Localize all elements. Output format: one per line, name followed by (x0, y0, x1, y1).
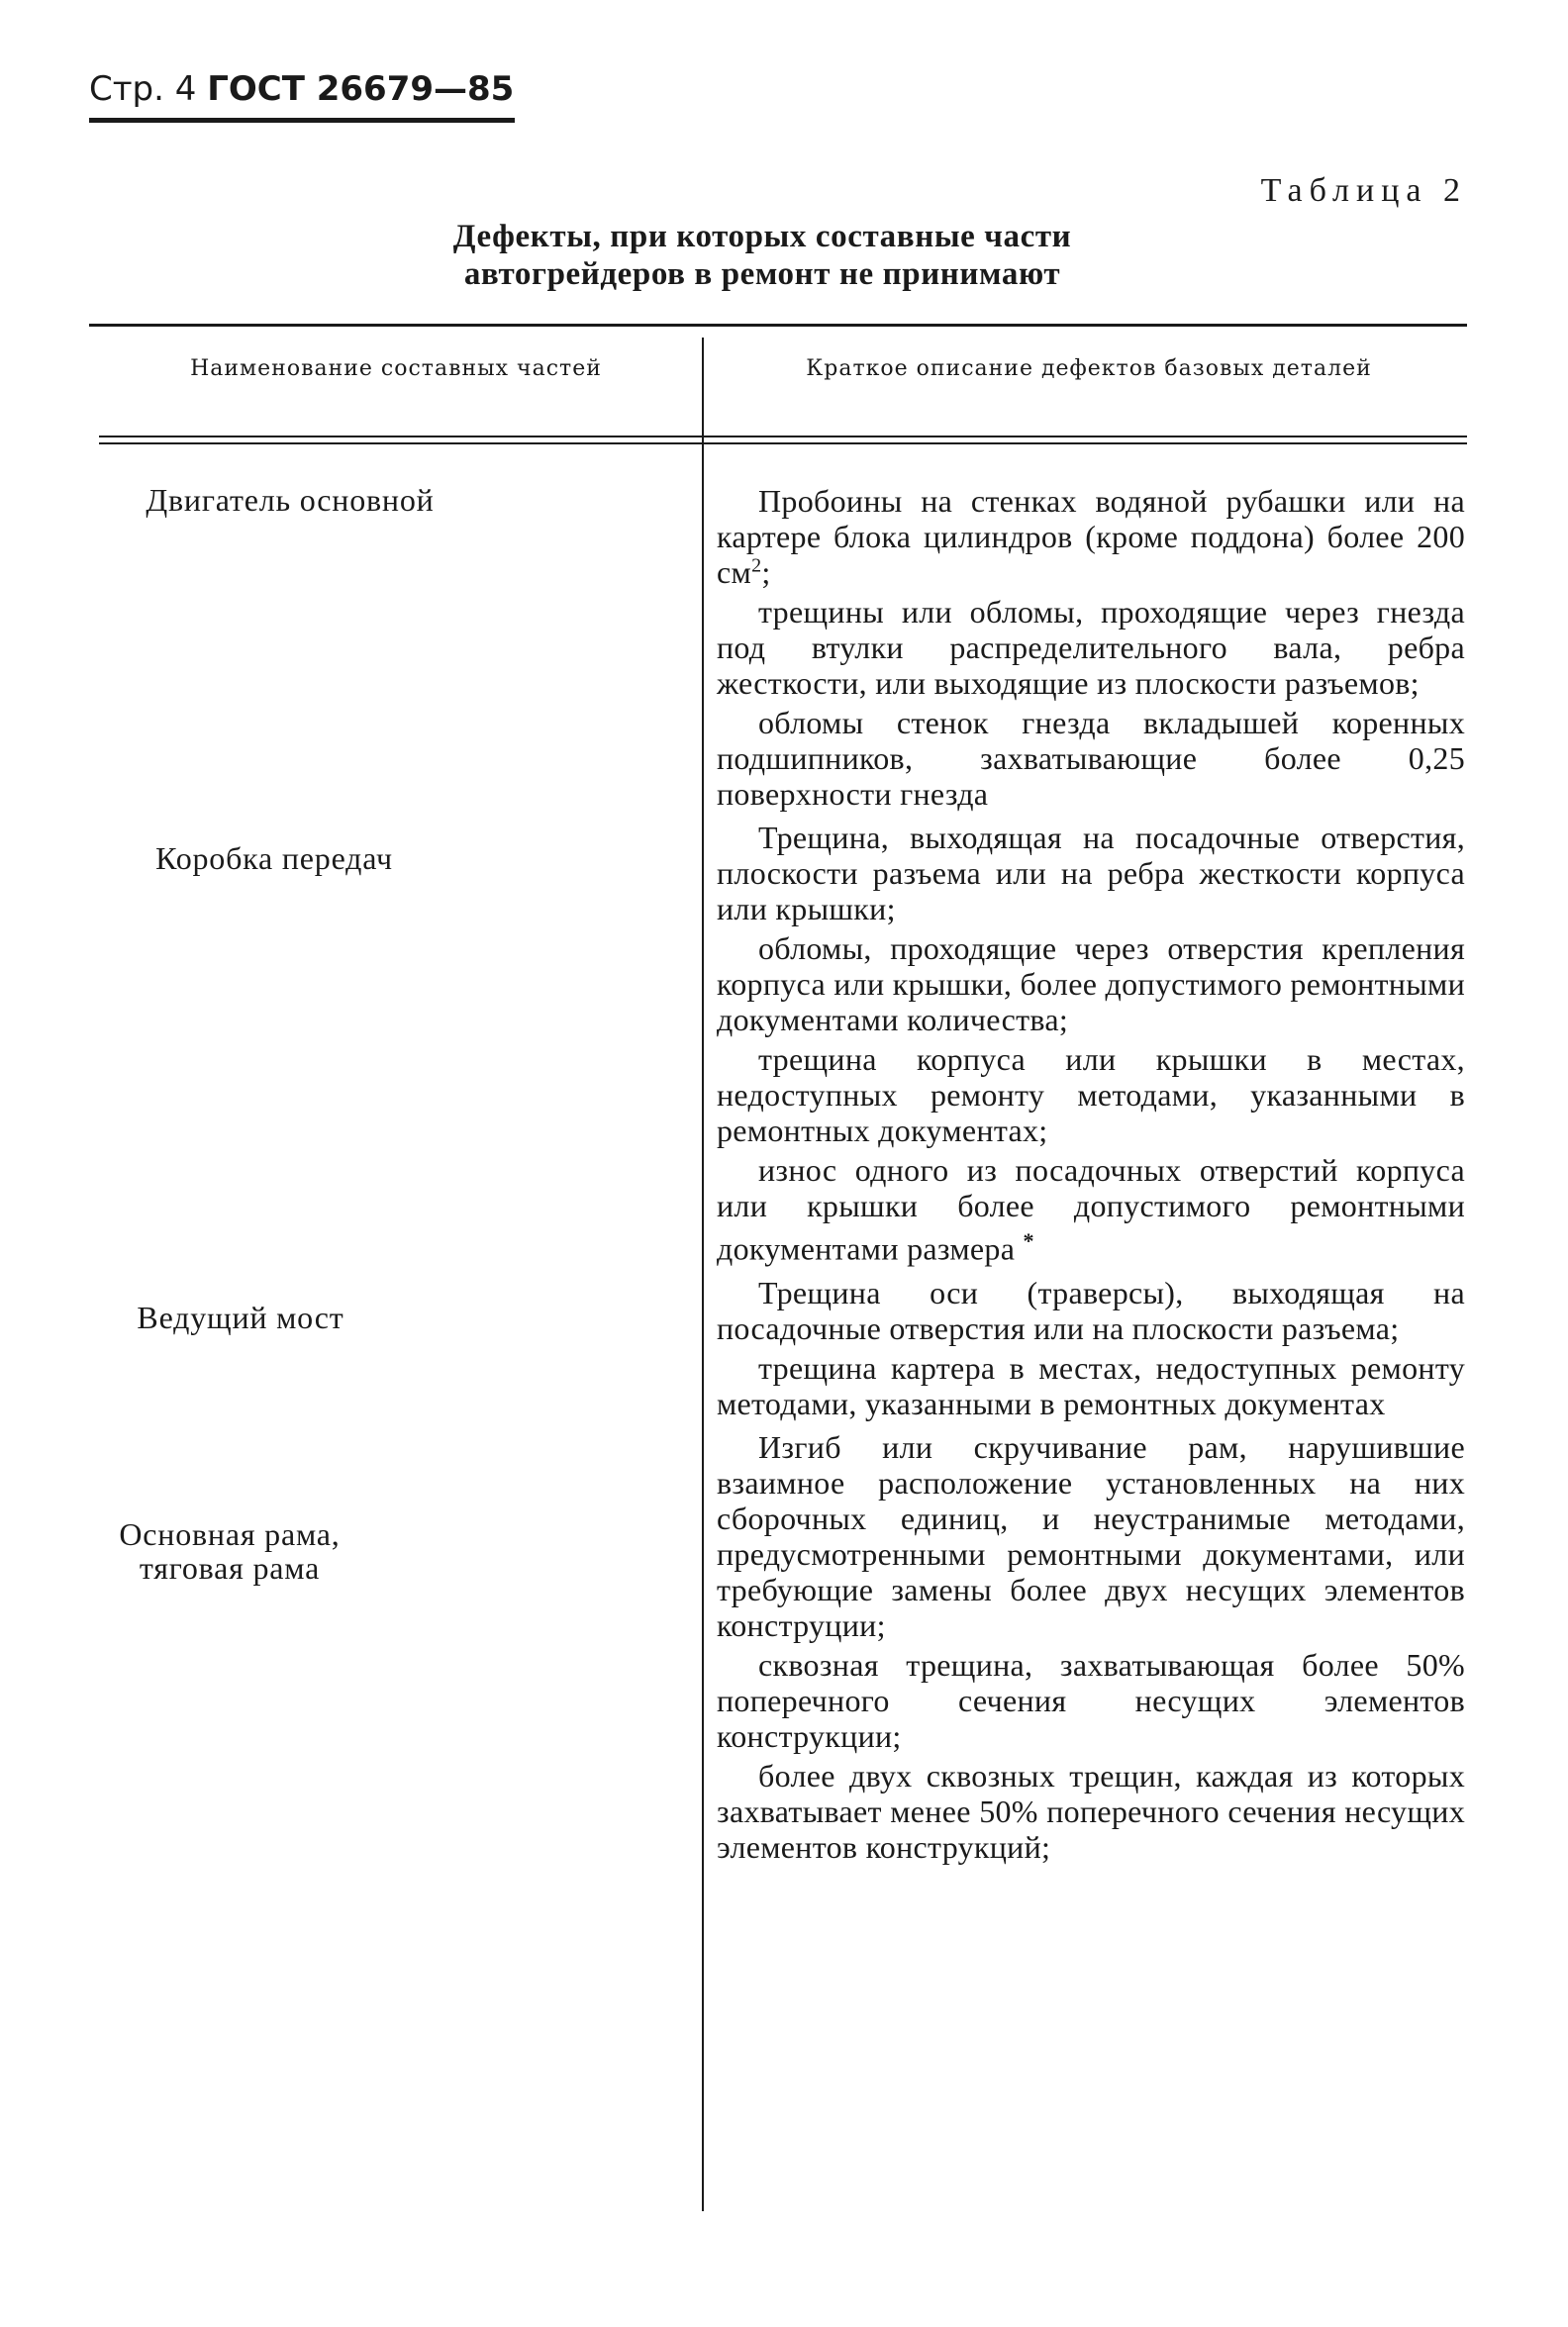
defect-frame-3: более двух сквозных трещин, каждая из которых захватывает менее 50% поперечного сечения несущих элементов конструкций; (717, 1757, 1465, 1865)
table-title (376, 218, 1148, 293)
defect-gearbox-1: Трещина, выходящая на посадочные отверстия, плоскости разъема или на ребра жесткости корпуса или крышки; (717, 820, 1465, 926)
table-header-rule-double (99, 442, 1467, 444)
table-header-rule (99, 436, 1467, 437)
table-title-line-1: Дефекты, при которых составные части (452, 219, 1072, 254)
page-header (89, 65, 515, 113)
defect-engine-1: Пробоины на стенках водяной рубашки или на картере блока цилиндров (кроме поддона) более 200 $см^2$; (717, 483, 1465, 590)
area-exponent: 2 (751, 554, 762, 577)
component-frames-line-1: Основная рама, (119, 1516, 341, 1552)
table-title-line-2: автогрейдеров в ремонт не принимают (463, 256, 1061, 292)
defect-axle-1: Трещина оси (траверсы), выходящая на посадочные отверстия или на плоскости разъема; (717, 1274, 1465, 1346)
column-header-defects: Краткое описание дефектов базовых деталей (806, 356, 1372, 381)
defect-axle-2: трещина картера в местах, недоступных ремонту методами, указанными в ремонтных документах (717, 1349, 1465, 1421)
header-underline (89, 118, 515, 123)
defect-engine-3: обломы стенок гнезда вкладышей коренных подшипников, захватывающие более 0,25 поверхности гнезда (717, 705, 1465, 812)
component-gearbox: Коробка передач (155, 840, 393, 876)
defect-gearbox-3: трещина корпуса или крышки в местах, недоступных ремонту методами, указанными в ремонтных документах; (717, 1041, 1465, 1148)
defect-gearbox-2: обломы, проходящие через отверстия крепления корпуса или крышки, более допустимого ремонтными документами количества; (717, 930, 1465, 1037)
table-column-divider (702, 338, 704, 2211)
defect-gearbox-4: износ одного из посадочных отверстий корпуса или крышки более допустимого ремонтными документами размера * (717, 1152, 1465, 1267)
defect-frame-1: Изгиб или скручивание рам, нарушившие взаимное расположение установленных на них сборочных единиц, и неустранимые методами, предусмотренными ремонтными документами, или требующие замены более двух несущих элементов конструции; (717, 1428, 1465, 1643)
component-frames-line-2: тяговая рама (139, 1550, 321, 1586)
defect-frame-2: сквозная трещина, захватывающая более 50% поперечного сечения несущих элементов конструкции; (717, 1646, 1465, 1754)
table-top-rule (89, 324, 1467, 327)
component-engine: Двигатель основной (146, 482, 435, 518)
component-drive-axle: Ведущий мост (137, 1300, 344, 1335)
standard-number: ГОСТ 26679—85 (207, 69, 515, 109)
component-frames (71, 1517, 388, 1585)
column-header-components: Наименование составных частей (190, 356, 602, 381)
defect-engine-2: трещины или обломы, проходящие через гнезда под втулки распределительного вала, ребра жесткости, или выходящие из плоскости разъемов; (717, 594, 1465, 701)
defects-column (717, 483, 1465, 1869)
page-number: Стр. 4 (89, 69, 197, 109)
table-number: Таблица 2 (1260, 172, 1467, 209)
footnote-asterisk: * (1023, 1228, 1034, 1253)
